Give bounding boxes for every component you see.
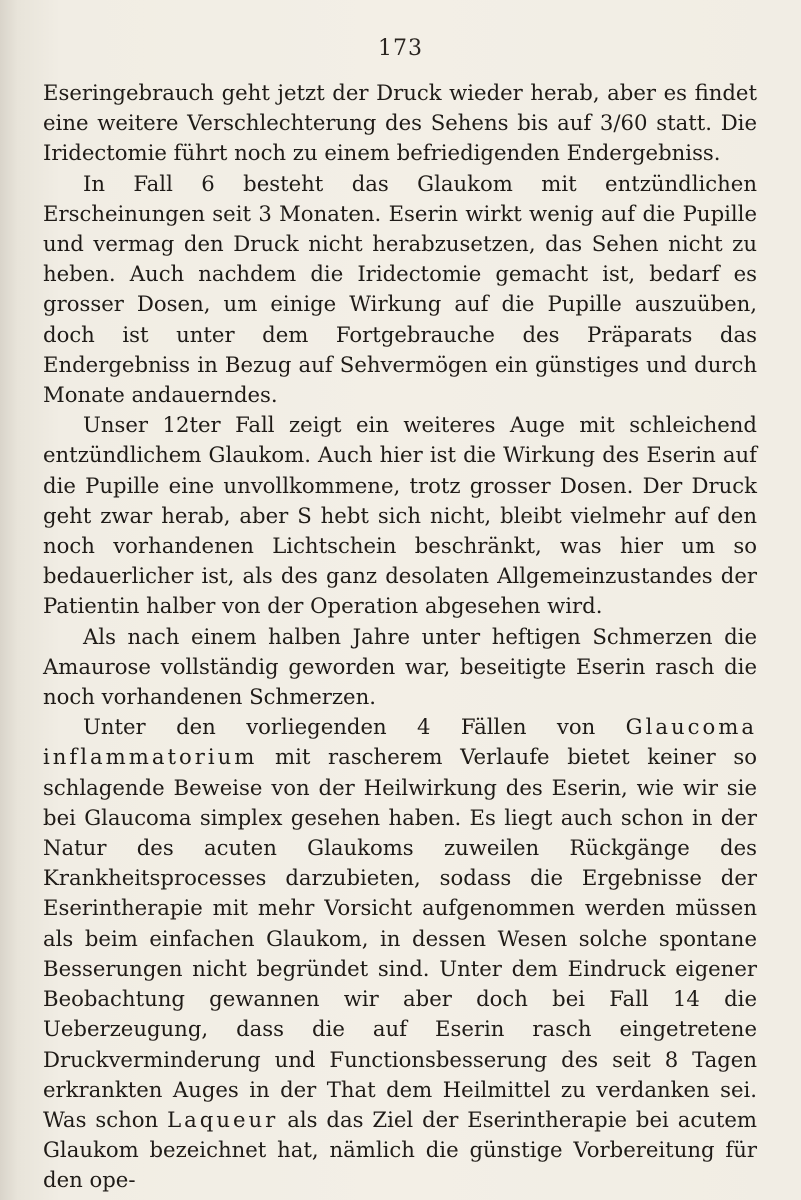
term-glaucoma-inflammatorium: Glaucoma inflammatorium [43,714,757,770]
paragraph-3: Unser 12ter Fall zeigt ein weiteres Auge mit schleichend entzündlichem Glaukom. Auch hier ist die Wirkung des Eserin auf die Pupille eine unvollkommene, trotz grosser Dosen. Der Druck geht zwar herab, aber S hebt sich nicht, bleibt vielmehr auf den noch vorhandenen Lichtschein beschränkt, was hier um so bedauerlicher ist, als des ganz desolaten Allgemeinzustandes der Patientin halber von der Operation abgesehen wird. [43,412,757,619]
paragraph-1: Eseringebrauch geht jetzt der Druck wieder herab, aber es findet eine weitere Verschlechterung des Sehens bis auf 3/60 statt. Die Iridectomie führt noch zu einem befriedigenden Endergebniss. [43,80,757,166]
page-number: 173 [378,36,423,61]
paragraph-5 [43,712,757,1195]
paragraph-4: Als nach einem halben Jahre unter heftigen Schmerzen die Amaurose vollständig geworden war, beseitigte Eserin rasch die noch vorhandenen Schmerzen. [43,623,757,710]
paragraph-5-body: mit rascherem Verlaufe bietet keiner so schlagende Beweise von der Heilwirkung des Eserin, wie wir sie bei Glaucoma simplex gesehen haben. Es liegt auch schon in der Natur des acuten Glaukoms zuweilen Rückgänge des Krankheitsprocesses darzubieten, sodass die Ergebnisse der Eserintherapie mit mehr Vorsicht aufgenommen werden müssen als beim einfachen Glaukom, in dessen Wesen solche spontane Besserungen nicht begründet sind. Unter dem Eindruck eigener Beobachtung gewannen wir aber doch bei Fall 14 die Ueberzeugung, dass die auf Eserin rasch eingetretene Druckverminderung und Functionsbesserung des seit 8 Tagen erkrankten Auges in der That dem Heilmittel zu verdanken sei. Was schon [43,744,757,1132]
paragraph-5-end: als das Ziel der Eserintherapie bei acutem Glaukom bezeichnet hat, nämlich die günstige Vorbereitung für den ope- [43,1106,757,1193]
paragraph-2: In Fall 6 besteht das Glaukom mit entzündlichen Erscheinungen seit 3 Monaten. Eserin wirkt wenig auf die Pupille und vermag den Druck nicht herabzusetzen, das Sehen nicht zu heben. Auch nachdem die Iridectomie gemacht ist, bedarf es grosser Dosen, um einige Wirkung auf die Pupille auszuüben, doch ist unter dem Fortgebrauche des Präparats das Endergebniss in Bezug auf Sehvermögen ein günstiges und durch Monate andauerndes. [43,170,757,408]
author-laqueur: Laqueur [167,1106,279,1132]
paragraph-5-intro: Unter den vorliegenden 4 Fällen von [83,714,596,740]
body-text [43,78,757,1196]
